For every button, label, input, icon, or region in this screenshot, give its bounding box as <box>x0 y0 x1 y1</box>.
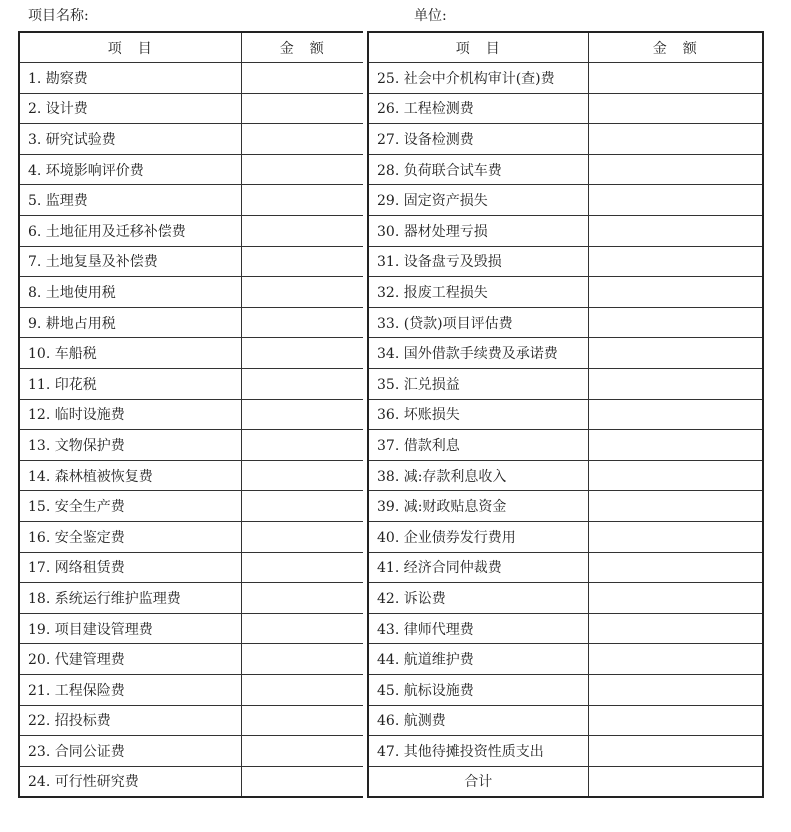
amount-cell[interactable] <box>588 154 763 185</box>
cost-item-label: 23. 合同公证费 <box>19 736 241 767</box>
cost-item-label: 28. 负荷联合试车费 <box>368 154 588 185</box>
cost-item-label: 46. 航测费 <box>368 705 588 736</box>
cost-item-label: 29. 固定资产损失 <box>368 185 588 216</box>
amount-cell[interactable] <box>241 216 364 247</box>
amount-cell[interactable] <box>588 705 763 736</box>
amount-cell[interactable] <box>588 522 763 553</box>
table-row <box>19 369 364 400</box>
amount-cell[interactable] <box>588 307 763 338</box>
table-row <box>368 613 763 644</box>
cost-item-label: 30. 器材处理亏损 <box>368 216 588 247</box>
amount-cell[interactable] <box>588 338 763 369</box>
left-cost-table <box>18 31 365 798</box>
cost-item-label: 43. 律师代理费 <box>368 613 588 644</box>
total-row <box>368 766 763 797</box>
table-row <box>368 705 763 736</box>
table-row <box>368 124 763 155</box>
amount-cell[interactable] <box>588 216 763 247</box>
amount-cell[interactable] <box>588 674 763 705</box>
amount-cell[interactable] <box>241 93 364 124</box>
cost-item-label: 22. 招投标费 <box>19 705 241 736</box>
table-row <box>19 552 364 583</box>
table-row <box>368 736 763 767</box>
table-row <box>368 460 763 491</box>
table-row <box>19 583 364 614</box>
cost-item-label: 20. 代建管理费 <box>19 644 241 675</box>
table-row <box>368 552 763 583</box>
cost-item-label: 40. 企业债券发行费用 <box>368 522 588 553</box>
table-row <box>368 674 763 705</box>
amount-cell[interactable] <box>588 185 763 216</box>
amount-cell[interactable] <box>241 124 364 155</box>
table-row <box>368 154 763 185</box>
table-row <box>19 644 364 675</box>
cost-item-label: 3. 研究试验费 <box>19 124 241 155</box>
item-column-header: 项 目 <box>368 32 588 63</box>
cost-item-label: 15. 安全生产费 <box>19 491 241 522</box>
table-row <box>368 338 763 369</box>
amount-cell[interactable] <box>588 63 763 94</box>
table-row <box>19 705 364 736</box>
amount-cell[interactable] <box>588 399 763 430</box>
cost-item-label: 9. 耕地占用税 <box>19 307 241 338</box>
amount-cell[interactable] <box>241 705 364 736</box>
cost-item-label: 6. 土地征用及迁移补偿费 <box>19 216 241 247</box>
cost-item-label: 38. 减:存款利息收入 <box>368 460 588 491</box>
amount-cell[interactable] <box>241 63 364 94</box>
cost-item-label: 47. 其他待摊投资性质支出 <box>368 736 588 767</box>
amount-cell[interactable] <box>588 491 763 522</box>
amount-cell[interactable] <box>241 766 364 797</box>
table-row <box>19 93 364 124</box>
amount-cell[interactable] <box>241 399 364 430</box>
cost-item-label: 36. 坏账损失 <box>368 399 588 430</box>
table-row <box>368 399 763 430</box>
right-cost-table <box>367 31 764 798</box>
cost-item-label: 26. 工程检测费 <box>368 93 588 124</box>
amount-cell[interactable] <box>588 246 763 277</box>
cost-item-label: 12. 临时设施费 <box>19 399 241 430</box>
amount-cell[interactable] <box>588 430 763 461</box>
cost-item-label: 21. 工程保险费 <box>19 674 241 705</box>
table-row <box>19 154 364 185</box>
table-row <box>19 674 364 705</box>
cost-item-label: 1. 勘察费 <box>19 63 241 94</box>
item-column-header: 项 目 <box>19 32 241 63</box>
cost-item-label: 35. 汇兑损益 <box>368 369 588 400</box>
left-header-row <box>19 32 364 63</box>
table-row <box>368 369 763 400</box>
cost-item-label: 33. (贷款)项目评估费 <box>368 307 588 338</box>
cost-item-label: 10. 车船税 <box>19 338 241 369</box>
amount-cell[interactable] <box>241 552 364 583</box>
cost-item-label: 5. 监理费 <box>19 185 241 216</box>
amount-cell[interactable] <box>588 552 763 583</box>
project-name-label: 项目名称: <box>28 8 89 24</box>
total-label: 合计 <box>368 766 588 797</box>
cost-item-label: 4. 环境影响评价费 <box>19 154 241 185</box>
cost-item-label: 8. 土地使用税 <box>19 277 241 308</box>
cost-item-label: 39. 减:财政贴息资金 <box>368 491 588 522</box>
table-row <box>19 63 364 94</box>
amount-cell[interactable] <box>241 613 364 644</box>
amount-cell[interactable] <box>241 154 364 185</box>
amount-cell[interactable] <box>588 736 763 767</box>
table-row <box>19 307 364 338</box>
cost-item-label: 24. 可行性研究费 <box>19 766 241 797</box>
table-row <box>19 460 364 491</box>
table-row <box>19 338 364 369</box>
table-row <box>368 93 763 124</box>
table-row <box>19 216 364 247</box>
amount-column-header: 金 额 <box>588 32 763 63</box>
amount-cell[interactable] <box>241 583 364 614</box>
table-row <box>368 491 763 522</box>
cost-item-label: 16. 安全鉴定费 <box>19 522 241 553</box>
table-row <box>19 399 364 430</box>
table-row <box>19 430 364 461</box>
cost-item-label: 14. 森林植被恢复费 <box>19 460 241 491</box>
amount-cell[interactable] <box>588 124 763 155</box>
amount-cell[interactable] <box>241 491 364 522</box>
table-row <box>19 766 364 797</box>
amount-column-header: 金 额 <box>241 32 364 63</box>
table-row <box>368 307 763 338</box>
cost-item-label: 2. 设计费 <box>19 93 241 124</box>
amount-cell[interactable] <box>241 277 364 308</box>
table-row <box>19 491 364 522</box>
table-row <box>368 430 763 461</box>
cost-item-label: 18. 系统运行维护监理费 <box>19 583 241 614</box>
amount-cell[interactable] <box>588 583 763 614</box>
cost-item-label: 34. 国外借款手续费及承诺费 <box>368 338 588 369</box>
right-header-row <box>368 32 763 63</box>
table-row <box>19 185 364 216</box>
table-row <box>368 63 763 94</box>
amount-cell[interactable] <box>241 460 364 491</box>
unit-label: 单位: <box>414 8 447 24</box>
amount-cell[interactable] <box>241 246 364 277</box>
table-row <box>368 216 763 247</box>
table-row <box>19 246 364 277</box>
table-row <box>368 644 763 675</box>
cost-item-label: 25. 社会中介机构审计(查)费 <box>368 63 588 94</box>
table-row <box>368 583 763 614</box>
amount-cell[interactable] <box>241 430 364 461</box>
amount-cell[interactable] <box>241 338 364 369</box>
cost-item-label: 19. 项目建设管理费 <box>19 613 241 644</box>
amount-cell[interactable] <box>241 369 364 400</box>
amount-cell[interactable] <box>241 644 364 675</box>
cost-item-label: 37. 借款利息 <box>368 430 588 461</box>
amount-cell[interactable] <box>241 674 364 705</box>
amount-cell[interactable] <box>588 369 763 400</box>
table-row <box>368 246 763 277</box>
cost-item-label: 31. 设备盘亏及毁损 <box>368 246 588 277</box>
table-row <box>368 277 763 308</box>
table-row <box>19 522 364 553</box>
table-row <box>368 185 763 216</box>
table-row <box>19 277 364 308</box>
cost-item-label: 13. 文物保护费 <box>19 430 241 461</box>
table-row <box>368 522 763 553</box>
cost-item-label: 42. 诉讼费 <box>368 583 588 614</box>
table-row <box>19 613 364 644</box>
cost-item-label: 45. 航标设施费 <box>368 674 588 705</box>
total-amount-cell[interactable] <box>588 766 763 797</box>
cost-item-label: 44. 航道维护费 <box>368 644 588 675</box>
cost-item-label: 32. 报废工程损失 <box>368 277 588 308</box>
cost-item-label: 7. 土地复垦及补偿费 <box>19 246 241 277</box>
table-row <box>19 124 364 155</box>
amount-cell[interactable] <box>588 277 763 308</box>
cost-item-label: 27. 设备检测费 <box>368 124 588 155</box>
amount-cell[interactable] <box>588 460 763 491</box>
cost-item-label: 11. 印花税 <box>19 369 241 400</box>
amount-cell[interactable] <box>588 93 763 124</box>
amount-cell[interactable] <box>241 185 364 216</box>
amount-cell[interactable] <box>241 307 364 338</box>
amount-cell[interactable] <box>588 644 763 675</box>
cost-item-label: 41. 经济合同仲裁费 <box>368 552 588 583</box>
table-row <box>19 736 364 767</box>
amount-cell[interactable] <box>241 736 364 767</box>
amount-cell[interactable] <box>588 613 763 644</box>
cost-item-label: 17. 网络租赁费 <box>19 552 241 583</box>
amount-cell[interactable] <box>241 522 364 553</box>
